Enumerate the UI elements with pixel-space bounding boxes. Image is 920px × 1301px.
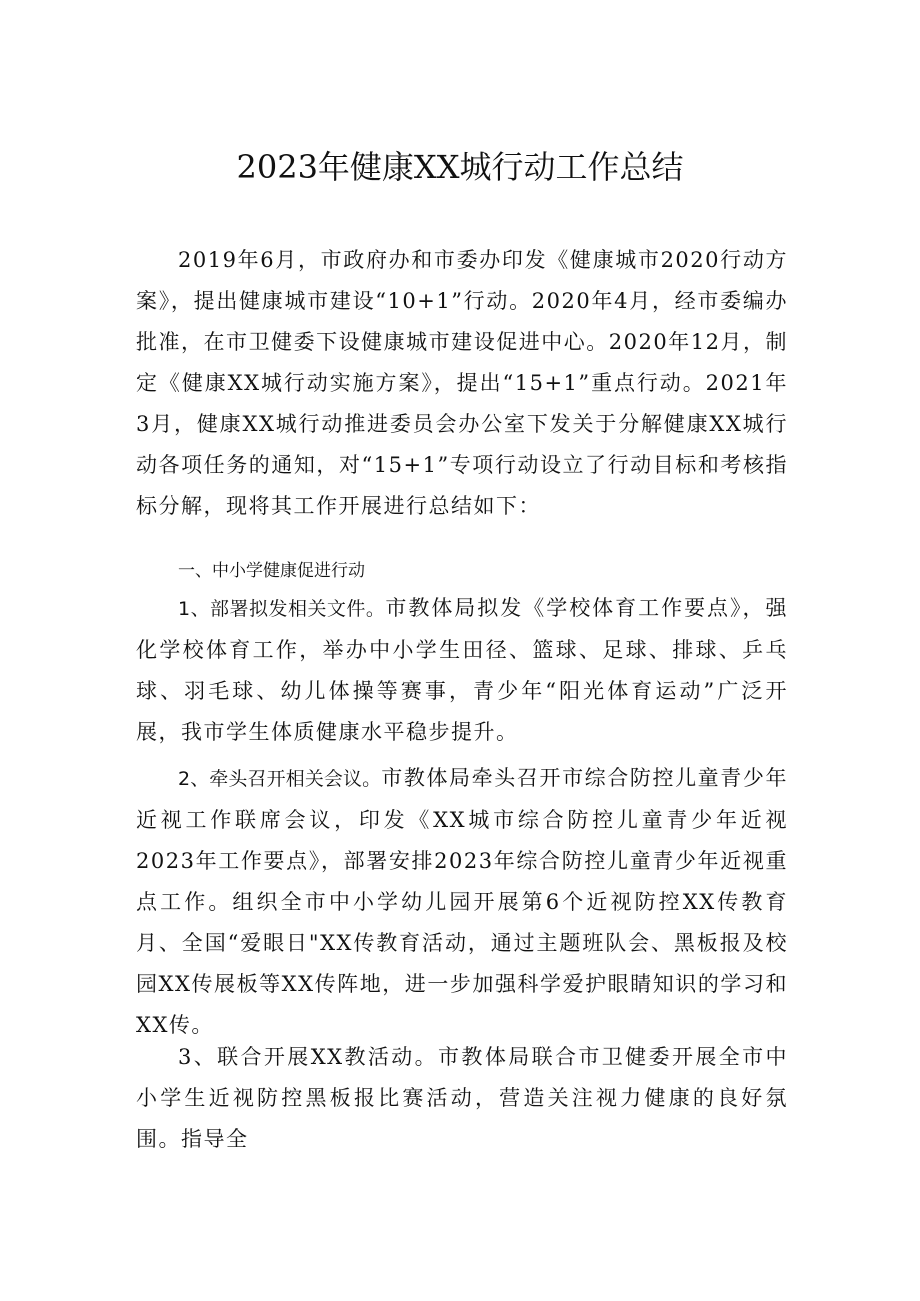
item-2-body: 市教体局牵头召开市综合防控儿童青少年近视工作联席会议，印发《XX城市综合防控儿童青少年近视2023年工作要点》，部署安排2023年综合防控儿童青少年近视重点工作。组织全市中小学幼儿园开展第6个近视防控XX传教育月、全国“爱眼日"XX传教育活动，通过主题班队会、黑板报及校园XX传展板等XX传阵地，进一步加强科学爱护眼睛知识的学习和XX传。 (136, 766, 788, 1037)
paragraph-item-1 (136, 588, 788, 753)
intro-paragraph: 2019年6月，市政府办和市委办印发《健康城市2020行动方案》，提出健康城市建设“10+1”行动。2020年4月，经市委编办批准，在市卫健委下设健康城市建设促进中心。2020年12月，制定《健康XX城行动实施方案》，提出“15+1”重点行动。2021年3月，健康XX城行动推进委员会办公室下发关于分解健康XX城行动各项任务的通知，对“15+1”专项行动设立了行动目标和考核指标分解，现将其工作开展进行总结如下： (136, 248, 788, 518)
document-title: 2023年健康XX城行动工作总结 (236, 148, 684, 186)
item-3-body: 市教体局联合市卫健委开展全市中小学生近视防控黑板报比赛活动，营造关注视力健康的良好氛围。指导全 (136, 1045, 788, 1151)
paragraph-item-2 (136, 758, 788, 1046)
item-1-body: 市教体局拟发《学校体育工作要点》，强化学校体育工作，举办中小学生田径、篮球、足球、排球、乒乓球、羽毛球、幼儿体操等赛事，青少年“阳光体育运动”广泛开展，我市学生体质健康水平稳步提升。 (136, 596, 788, 744)
item-3-lead: 3、联合开展XX教活动。 (178, 1045, 439, 1069)
section-heading: 一、中小学健康促进行动 (178, 561, 365, 581)
paragraph-item-3 (136, 1037, 788, 1160)
item-1-lead: 1、部署拟发相关文件。 (178, 598, 386, 620)
item-2-lead: 2、牵头召开相关会议。 (178, 768, 382, 790)
